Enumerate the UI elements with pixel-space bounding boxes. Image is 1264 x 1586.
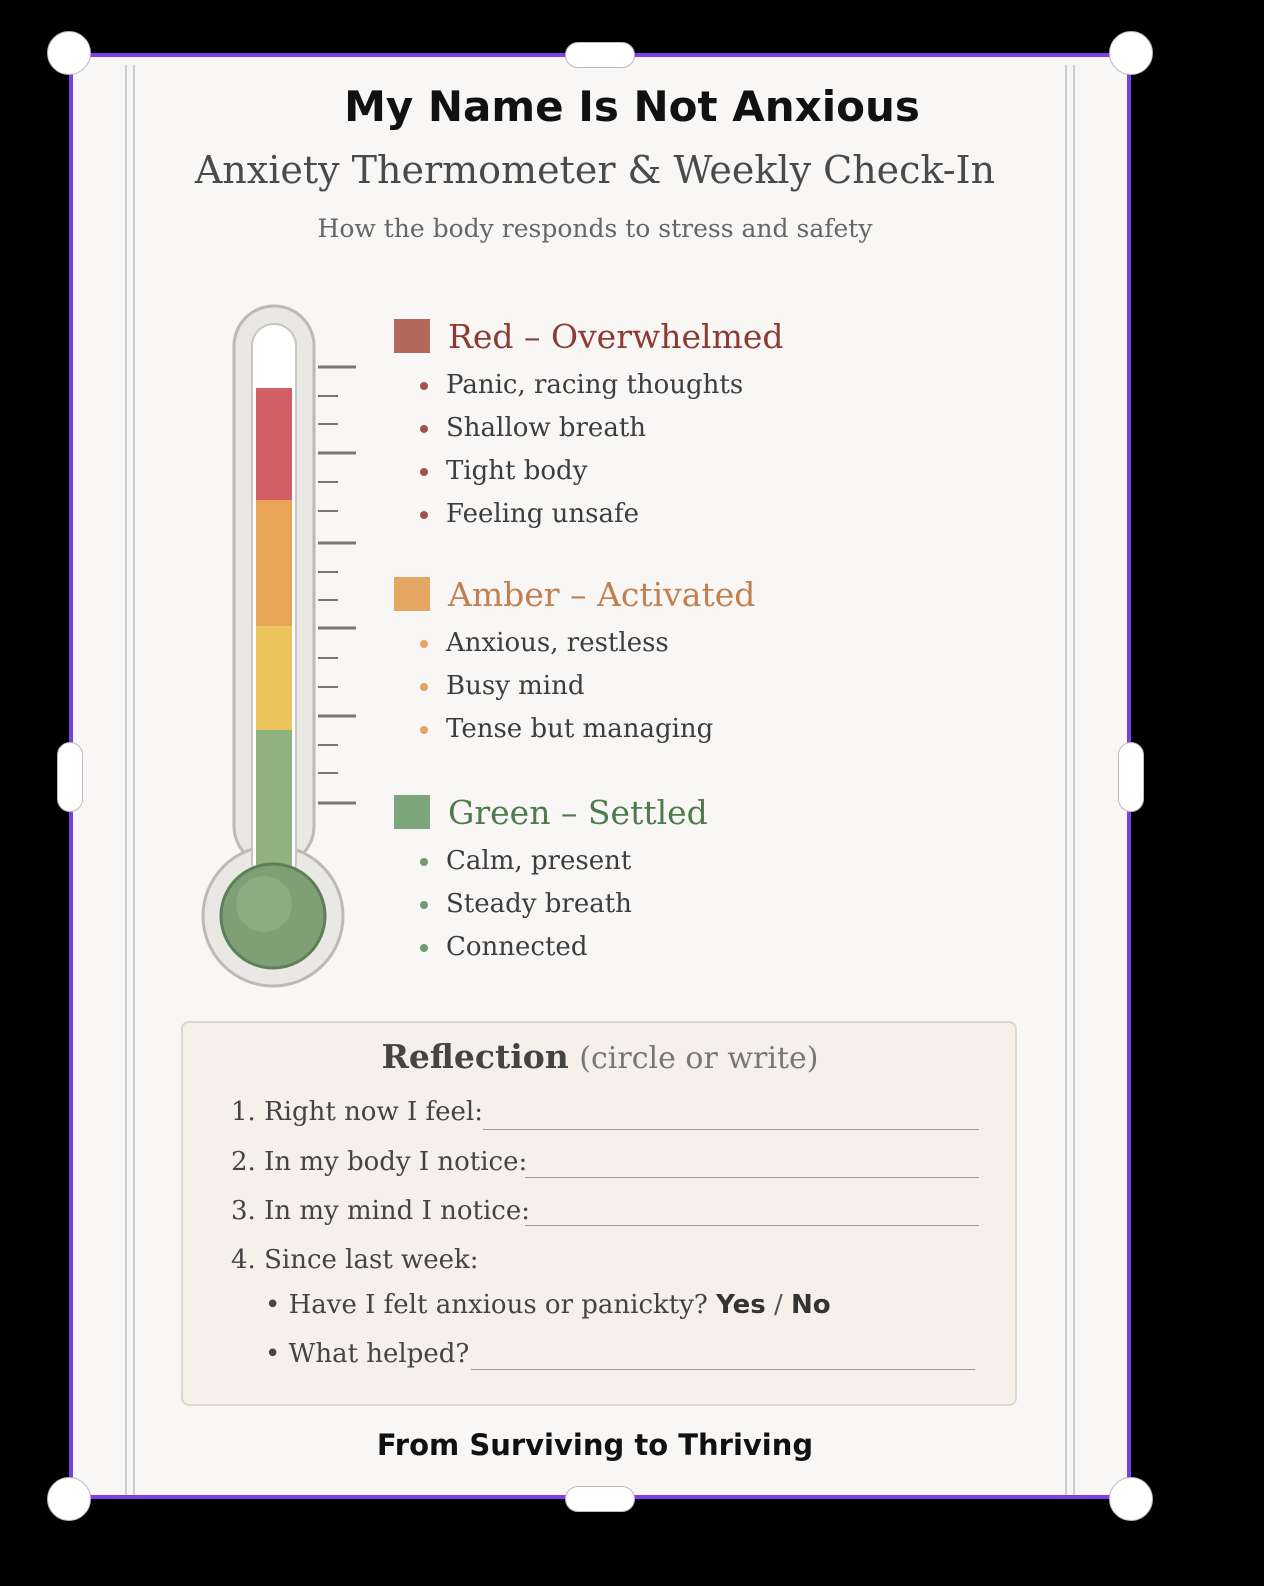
resize-handle-top[interactable]: [565, 42, 635, 68]
list-item: Connected: [394, 926, 708, 969]
list-item: Shallow breath: [394, 407, 784, 450]
poster-footer: From Surviving to Thriving: [376, 1428, 814, 1462]
resize-handle-bottom[interactable]: [565, 1486, 635, 1512]
no-option[interactable]: No: [791, 1290, 831, 1320]
bullet-icon: [420, 726, 428, 734]
bullet-icon: [420, 858, 428, 866]
bullet-icon: [420, 683, 428, 691]
reflection-title: Reflection (circle or write): [381, 1037, 819, 1076]
list-item: Anxious, restless: [394, 622, 755, 665]
answer-line-1[interactable]: [483, 1129, 979, 1130]
page-rule-left: [125, 65, 127, 1495]
list-item: Tight body: [394, 450, 784, 493]
list-item: Panic, racing thoughts: [394, 364, 784, 407]
bullet-icon: [420, 944, 428, 952]
list-item: Steady breath: [394, 883, 708, 926]
list-item: Calm, present: [394, 840, 708, 883]
zone-amber-title: Amber – Activated: [448, 574, 756, 614]
answer-line-2[interactable]: [525, 1177, 979, 1178]
page-rule-right-inner: [1065, 65, 1067, 1495]
list-item: Tense but managing: [394, 708, 755, 751]
answer-line-3[interactable]: [525, 1225, 979, 1226]
zone-amber: [394, 574, 755, 751]
question-2: 2. In my body I notice:: [231, 1147, 528, 1177]
poster-subtitle: Anxiety Thermometer & Weekly Check-In: [194, 148, 996, 192]
list-item: Feeling unsafe: [394, 493, 784, 536]
zone-green-title: Green – Settled: [448, 792, 708, 832]
question-1: 1. Right now I feel:: [231, 1097, 483, 1127]
question-4a: • Have I felt anxious or panickty? Yes / No: [265, 1290, 831, 1320]
resize-handle-bottom-left[interactable]: [47, 1477, 91, 1521]
amber-swatch: [394, 577, 430, 611]
bullet-icon: [420, 382, 428, 390]
bullet-icon: [420, 425, 428, 433]
thermometer-icon: [196, 300, 366, 992]
page-rule-right: [1073, 65, 1075, 1495]
zone-green: [394, 792, 708, 969]
bullet-icon: [420, 640, 428, 648]
page-rule-left-inner: [133, 65, 135, 1495]
zone-red-title: Red – Overwhelmed: [448, 316, 784, 356]
bullet-icon: [420, 511, 428, 519]
resize-handle-left[interactable]: [57, 742, 83, 812]
zone-red: [394, 316, 784, 536]
list-item: Busy mind: [394, 665, 755, 708]
answer-line-4[interactable]: [471, 1369, 975, 1370]
bullet-icon: •: [265, 1290, 281, 1320]
resize-handle-top-left[interactable]: [47, 31, 91, 75]
bullet-icon: [420, 468, 428, 476]
resize-handle-right[interactable]: [1118, 742, 1144, 812]
bullet-icon: [420, 901, 428, 909]
question-4: 4. Since last week:: [231, 1245, 479, 1275]
poster-tagline: How the body responds to stress and safety: [317, 214, 873, 243]
yes-option[interactable]: Yes: [716, 1290, 766, 1320]
red-swatch: [394, 319, 430, 353]
bullet-icon: •: [265, 1339, 281, 1369]
poster-title: My Name Is Not Anxious: [344, 82, 920, 131]
green-swatch: [394, 795, 430, 829]
resize-handle-top-right[interactable]: [1109, 31, 1153, 75]
question-3: 3. In my mind I notice:: [231, 1196, 530, 1226]
reflection-box: [181, 1021, 1017, 1406]
resize-handle-bottom-right[interactable]: [1109, 1477, 1153, 1521]
question-4b: • What helped?: [265, 1339, 470, 1369]
